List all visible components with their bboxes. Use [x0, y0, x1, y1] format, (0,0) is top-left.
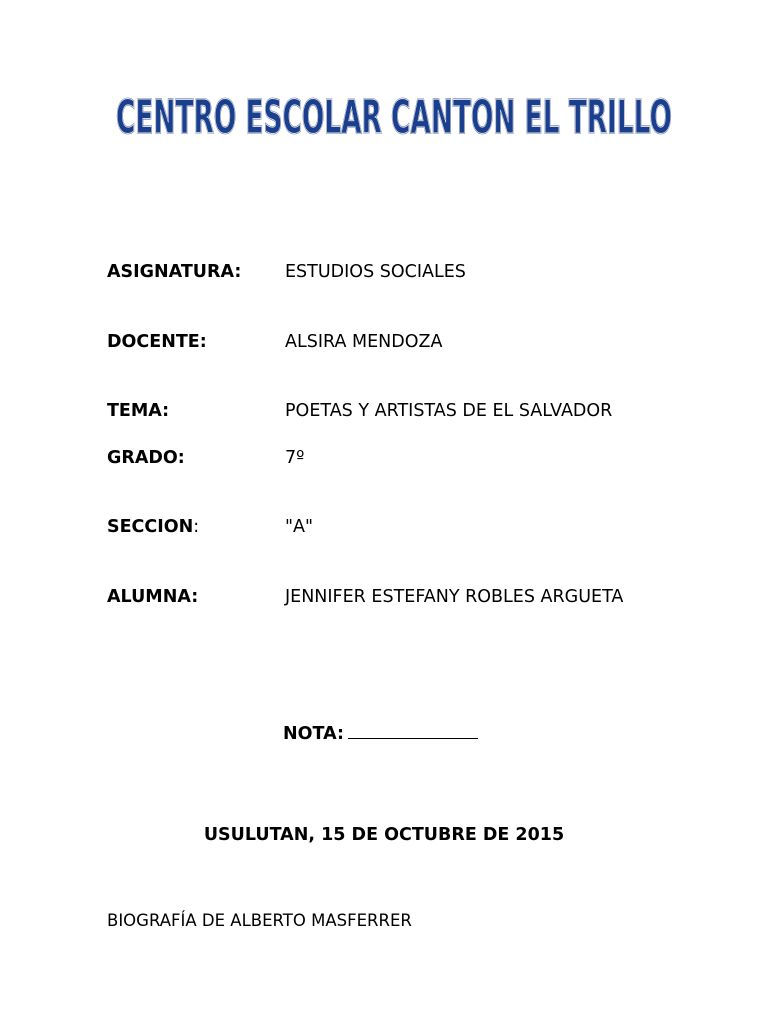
docente-value: ALSIRA MENDOZA: [285, 332, 443, 352]
school-title: [0, 78, 768, 158]
docente-label: DOCENTE:: [107, 332, 207, 352]
place-date: USULUTAN, 15 DE OCTUBRE DE 2015: [203, 825, 565, 845]
nota-blank-line: [348, 722, 478, 739]
school-title-text-highlight: CENTRO ESCOLAR CANTON EL TRILLO: [116, 90, 672, 144]
asignatura-value: ESTUDIOS SOCIALES: [285, 262, 466, 282]
biography-heading: BIOGRAFÍA DE ALBERTO MASFERRER: [107, 911, 412, 930]
seccion-label-colon: :: [193, 517, 200, 537]
alumna-label: ALUMNA:: [107, 587, 199, 607]
grado-value: 7º: [285, 448, 305, 468]
nota-label: NOTA:: [283, 724, 344, 744]
seccion-value: "A": [285, 517, 314, 537]
seccion-label: SECCION: [107, 517, 194, 537]
school-title-wordart: [0, 78, 768, 158]
asignatura-label: ASIGNATURA:: [107, 262, 242, 282]
seccion-label-group: [107, 517, 199, 537]
alumna-value: JENNIFER ESTEFANY ROBLES ARGUETA: [285, 587, 624, 607]
school-title-text: CENTRO ESCOLAR CANTON EL TRILLO: [116, 90, 672, 144]
grado-label: GRADO:: [107, 448, 185, 468]
nota-field: [283, 722, 478, 744]
tema-label: TEMA:: [107, 401, 170, 421]
tema-value: POETAS Y ARTISTAS DE EL SALVADOR: [285, 401, 613, 421]
